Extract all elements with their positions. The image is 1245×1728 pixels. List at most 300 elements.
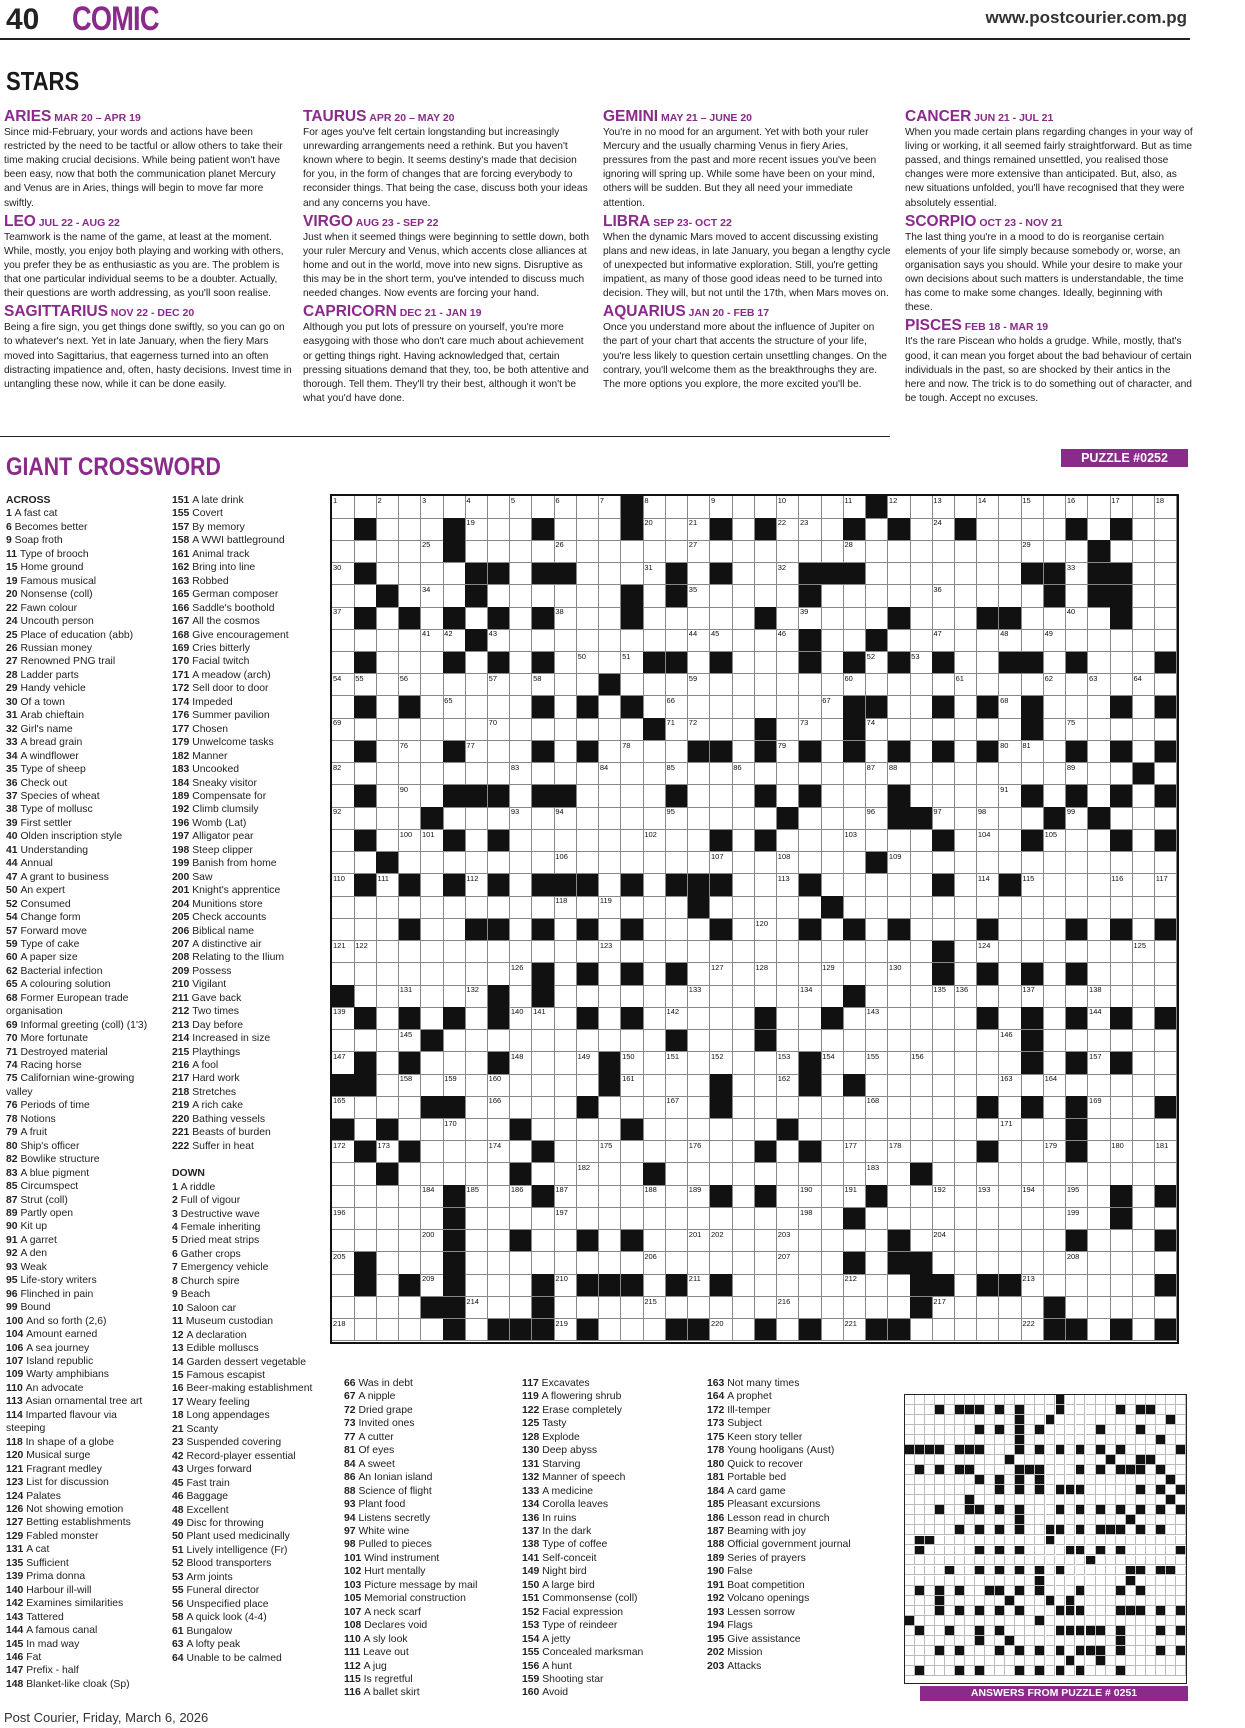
grid-cell[interactable] — [710, 496, 733, 519]
grid-cell[interactable] — [910, 1096, 933, 1119]
grid-cell[interactable] — [1133, 852, 1156, 875]
grid-cell[interactable] — [1110, 674, 1133, 697]
grid-cell[interactable] — [821, 540, 844, 563]
grid-cell[interactable] — [821, 830, 844, 853]
grid-cell[interactable] — [799, 674, 822, 697]
grid-cell[interactable] — [510, 874, 533, 897]
grid-cell[interactable] — [866, 919, 889, 942]
grid-cell[interactable] — [577, 1185, 600, 1208]
grid-cell[interactable] — [1044, 652, 1067, 675]
grid-cell[interactable] — [1044, 1119, 1067, 1142]
grid-cell[interactable] — [843, 1230, 866, 1253]
grid-cell[interactable] — [510, 696, 533, 719]
grid-cell[interactable] — [932, 674, 955, 697]
grid-cell[interactable] — [777, 852, 800, 875]
grid-cell[interactable] — [1110, 852, 1133, 875]
grid-cell[interactable] — [332, 607, 355, 630]
grid-cell[interactable] — [1155, 807, 1178, 830]
grid-cell[interactable] — [1044, 1252, 1067, 1275]
grid-cell[interactable] — [354, 985, 377, 1008]
grid-cell[interactable] — [710, 941, 733, 964]
grid-cell[interactable] — [1044, 518, 1067, 541]
grid-cell[interactable] — [510, 1052, 533, 1075]
grid-cell[interactable] — [710, 763, 733, 786]
grid-cell[interactable] — [354, 896, 377, 919]
grid-cell[interactable] — [354, 1319, 377, 1342]
grid-cell[interactable] — [866, 1074, 889, 1097]
grid-cell[interactable] — [510, 1096, 533, 1119]
grid-cell[interactable] — [332, 741, 355, 764]
grid-cell[interactable] — [554, 1208, 577, 1231]
grid-cell[interactable] — [666, 1185, 689, 1208]
grid-cell[interactable] — [1110, 807, 1133, 830]
grid-cell[interactable] — [955, 1185, 978, 1208]
grid-cell[interactable] — [888, 563, 911, 586]
grid-cell[interactable] — [354, 963, 377, 986]
grid-cell[interactable] — [1155, 896, 1178, 919]
grid-cell[interactable] — [799, 1208, 822, 1231]
grid-cell[interactable] — [332, 1185, 355, 1208]
grid-cell[interactable] — [421, 1319, 444, 1342]
grid-cell[interactable] — [1088, 1052, 1111, 1075]
grid-cell[interactable] — [777, 563, 800, 586]
grid-cell[interactable] — [688, 1252, 711, 1275]
grid-cell[interactable] — [866, 1163, 889, 1186]
grid-cell[interactable] — [1155, 1141, 1178, 1164]
grid-cell[interactable] — [910, 1074, 933, 1097]
grid-cell[interactable] — [1088, 1007, 1111, 1030]
grid-cell[interactable] — [755, 1096, 778, 1119]
grid-cell[interactable] — [554, 1163, 577, 1186]
grid-cell[interactable] — [399, 963, 422, 986]
grid-cell[interactable] — [399, 629, 422, 652]
grid-cell[interactable] — [843, 1119, 866, 1142]
grid-cell[interactable] — [732, 696, 755, 719]
grid-cell[interactable] — [1021, 1208, 1044, 1231]
grid-cell[interactable] — [932, 1319, 955, 1342]
grid-cell[interactable] — [421, 607, 444, 630]
grid-cell[interactable] — [1155, 1030, 1178, 1053]
grid-cell[interactable] — [532, 896, 555, 919]
grid-cell[interactable] — [643, 540, 666, 563]
grid-cell[interactable] — [955, 807, 978, 830]
grid-cell[interactable] — [888, 1274, 911, 1297]
grid-cell[interactable] — [866, 1096, 889, 1119]
grid-cell[interactable] — [510, 1208, 533, 1231]
grid-cell[interactable] — [932, 563, 955, 586]
grid-cell[interactable] — [910, 941, 933, 964]
grid-cell[interactable] — [843, 830, 866, 853]
grid-cell[interactable] — [332, 896, 355, 919]
grid-cell[interactable] — [621, 941, 644, 964]
grid-cell[interactable] — [755, 985, 778, 1008]
grid-cell[interactable] — [688, 1141, 711, 1164]
grid-cell[interactable] — [421, 985, 444, 1008]
grid-cell[interactable] — [599, 607, 622, 630]
grid-cell[interactable] — [955, 607, 978, 630]
grid-cell[interactable] — [843, 496, 866, 519]
grid-cell[interactable] — [577, 896, 600, 919]
grid-cell[interactable] — [510, 941, 533, 964]
grid-cell[interactable] — [510, 830, 533, 853]
grid-cell[interactable] — [1133, 941, 1156, 964]
grid-cell[interactable] — [577, 1119, 600, 1142]
grid-cell[interactable] — [599, 1185, 622, 1208]
grid-cell[interactable] — [532, 1230, 555, 1253]
grid-cell[interactable] — [510, 807, 533, 830]
grid-cell[interactable] — [955, 563, 978, 586]
grid-cell[interactable] — [866, 830, 889, 853]
grid-cell[interactable] — [755, 629, 778, 652]
grid-cell[interactable] — [465, 852, 488, 875]
grid-cell[interactable] — [643, 1319, 666, 1342]
grid-cell[interactable] — [1044, 1208, 1067, 1231]
grid-cell[interactable] — [777, 1163, 800, 1186]
grid-cell[interactable] — [376, 919, 399, 942]
grid-cell[interactable] — [621, 1052, 644, 1075]
grid-cell[interactable] — [488, 585, 511, 608]
grid-cell[interactable] — [621, 1252, 644, 1275]
grid-cell[interactable] — [577, 1074, 600, 1097]
grid-cell[interactable] — [599, 919, 622, 942]
grid-cell[interactable] — [532, 540, 555, 563]
grid-cell[interactable] — [755, 963, 778, 986]
grid-cell[interactable] — [1044, 874, 1067, 897]
grid-cell[interactable] — [1110, 1096, 1133, 1119]
grid-cell[interactable] — [488, 540, 511, 563]
grid-cell[interactable] — [599, 1163, 622, 1186]
grid-cell[interactable] — [1066, 496, 1089, 519]
grid-cell[interactable] — [643, 1119, 666, 1142]
grid-cell[interactable] — [799, 807, 822, 830]
grid-cell[interactable] — [532, 941, 555, 964]
grid-cell[interactable] — [1088, 1096, 1111, 1119]
grid-cell[interactable] — [1021, 874, 1044, 897]
grid-cell[interactable] — [955, 1252, 978, 1275]
grid-cell[interactable] — [554, 540, 577, 563]
grid-cell[interactable] — [732, 496, 755, 519]
grid-cell[interactable] — [443, 1141, 466, 1164]
grid-cell[interactable] — [1133, 985, 1156, 1008]
grid-cell[interactable] — [443, 807, 466, 830]
grid-cell[interactable] — [532, 1208, 555, 1231]
grid-cell[interactable] — [732, 1096, 755, 1119]
grid-cell[interactable] — [977, 1252, 1000, 1275]
grid-cell[interactable] — [1021, 807, 1044, 830]
grid-cell[interactable] — [399, 1252, 422, 1275]
grid-cell[interactable] — [421, 1119, 444, 1142]
grid-cell[interactable] — [399, 540, 422, 563]
grid-cell[interactable] — [443, 563, 466, 586]
grid-cell[interactable] — [332, 718, 355, 741]
grid-cell[interactable] — [1133, 1208, 1156, 1231]
grid-cell[interactable] — [1044, 1274, 1067, 1297]
grid-cell[interactable] — [843, 540, 866, 563]
grid-cell[interactable] — [1088, 1074, 1111, 1097]
grid-cell[interactable] — [643, 696, 666, 719]
grid-cell[interactable] — [999, 1319, 1022, 1342]
grid-cell[interactable] — [599, 1208, 622, 1231]
grid-cell[interactable] — [399, 1297, 422, 1320]
grid-cell[interactable] — [421, 785, 444, 808]
grid-cell[interactable] — [821, 1185, 844, 1208]
grid-cell[interactable] — [843, 674, 866, 697]
grid-cell[interactable] — [732, 1252, 755, 1275]
grid-cell[interactable] — [554, 1052, 577, 1075]
grid-cell[interactable] — [999, 629, 1022, 652]
grid-cell[interactable] — [354, 496, 377, 519]
grid-cell[interactable] — [710, 1297, 733, 1320]
grid-cell[interactable] — [421, 629, 444, 652]
grid-cell[interactable] — [910, 763, 933, 786]
grid-cell[interactable] — [888, 1030, 911, 1053]
grid-cell[interactable] — [977, 1030, 1000, 1053]
grid-cell[interactable] — [1133, 830, 1156, 853]
grid-cell[interactable] — [621, 563, 644, 586]
grid-cell[interactable] — [443, 674, 466, 697]
grid-cell[interactable] — [621, 852, 644, 875]
grid-cell[interactable] — [732, 674, 755, 697]
grid-cell[interactable] — [843, 807, 866, 830]
grid-cell[interactable] — [376, 718, 399, 741]
grid-cell[interactable] — [376, 807, 399, 830]
grid-cell[interactable] — [354, 540, 377, 563]
grid-cell[interactable] — [843, 1030, 866, 1053]
grid-cell[interactable] — [577, 585, 600, 608]
grid-cell[interactable] — [999, 1007, 1022, 1030]
grid-cell[interactable] — [955, 540, 978, 563]
grid-cell[interactable] — [1044, 852, 1067, 875]
grid-cell[interactable] — [799, 985, 822, 1008]
grid-cell[interactable] — [510, 518, 533, 541]
grid-cell[interactable] — [1044, 741, 1067, 764]
grid-cell[interactable] — [465, 540, 488, 563]
grid-cell[interactable] — [755, 540, 778, 563]
grid-cell[interactable] — [1088, 785, 1111, 808]
grid-cell[interactable] — [399, 1230, 422, 1253]
grid-cell[interactable] — [621, 807, 644, 830]
grid-cell[interactable] — [443, 963, 466, 986]
grid-cell[interactable] — [399, 985, 422, 1008]
grid-cell[interactable] — [955, 1052, 978, 1075]
grid-cell[interactable] — [888, 1074, 911, 1097]
grid-cell[interactable] — [643, 1030, 666, 1053]
grid-cell[interactable] — [799, 830, 822, 853]
grid-cell[interactable] — [577, 852, 600, 875]
grid-cell[interactable] — [732, 963, 755, 986]
grid-cell[interactable] — [999, 1096, 1022, 1119]
grid-cell[interactable] — [1066, 1274, 1089, 1297]
grid-cell[interactable] — [554, 696, 577, 719]
grid-cell[interactable] — [799, 1119, 822, 1142]
grid-cell[interactable] — [710, 852, 733, 875]
grid-cell[interactable] — [488, 718, 511, 741]
grid-cell[interactable] — [1021, 763, 1044, 786]
grid-cell[interactable] — [1110, 1030, 1133, 1053]
grid-cell[interactable] — [643, 919, 666, 942]
grid-cell[interactable] — [821, 1230, 844, 1253]
grid-cell[interactable] — [888, 540, 911, 563]
grid-cell[interactable] — [1088, 518, 1111, 541]
grid-cell[interactable] — [577, 985, 600, 1008]
grid-cell[interactable] — [821, 874, 844, 897]
grid-cell[interactable] — [1155, 1252, 1178, 1275]
grid-cell[interactable] — [710, 963, 733, 986]
grid-cell[interactable] — [732, 1074, 755, 1097]
grid-cell[interactable] — [399, 1030, 422, 1053]
grid-cell[interactable] — [465, 696, 488, 719]
grid-cell[interactable] — [599, 1230, 622, 1253]
grid-cell[interactable] — [932, 1052, 955, 1075]
grid-cell[interactable] — [510, 919, 533, 942]
grid-cell[interactable] — [1044, 496, 1067, 519]
grid-cell[interactable] — [1066, 1185, 1089, 1208]
grid-cell[interactable] — [955, 763, 978, 786]
grid-cell[interactable] — [443, 941, 466, 964]
grid-cell[interactable] — [799, 1007, 822, 1030]
grid-cell[interactable] — [688, 1230, 711, 1253]
grid-cell[interactable] — [1133, 696, 1156, 719]
grid-cell[interactable] — [376, 696, 399, 719]
grid-cell[interactable] — [710, 807, 733, 830]
grid-cell[interactable] — [843, 1007, 866, 1030]
grid-cell[interactable] — [888, 1007, 911, 1030]
grid-cell[interactable] — [932, 1141, 955, 1164]
grid-cell[interactable] — [910, 718, 933, 741]
grid-cell[interactable] — [977, 674, 1000, 697]
grid-cell[interactable] — [955, 1007, 978, 1030]
grid-cell[interactable] — [688, 607, 711, 630]
grid-cell[interactable] — [843, 874, 866, 897]
grid-cell[interactable] — [755, 807, 778, 830]
grid-cell[interactable] — [932, 1252, 955, 1275]
grid-cell[interactable] — [732, 1208, 755, 1231]
grid-cell[interactable] — [955, 941, 978, 964]
grid-cell[interactable] — [977, 1163, 1000, 1186]
grid-cell[interactable] — [732, 1007, 755, 1030]
grid-cell[interactable] — [421, 1252, 444, 1275]
grid-cell[interactable] — [777, 518, 800, 541]
grid-cell[interactable] — [732, 741, 755, 764]
grid-cell[interactable] — [376, 540, 399, 563]
grid-cell[interactable] — [932, 1030, 955, 1053]
grid-cell[interactable] — [843, 1274, 866, 1297]
grid-cell[interactable] — [376, 1319, 399, 1342]
grid-cell[interactable] — [1110, 1141, 1133, 1164]
grid-cell[interactable] — [688, 963, 711, 986]
grid-cell[interactable] — [688, 919, 711, 942]
grid-cell[interactable] — [1133, 1252, 1156, 1275]
grid-cell[interactable] — [955, 830, 978, 853]
grid-cell[interactable] — [888, 1052, 911, 1075]
grid-cell[interactable] — [999, 763, 1022, 786]
grid-cell[interactable] — [710, 1230, 733, 1253]
grid-cell[interactable] — [1088, 1297, 1111, 1320]
grid-cell[interactable] — [599, 718, 622, 741]
grid-cell[interactable] — [866, 985, 889, 1008]
grid-cell[interactable] — [1088, 607, 1111, 630]
grid-cell[interactable] — [821, 1030, 844, 1053]
grid-cell[interactable] — [999, 1030, 1022, 1053]
grid-cell[interactable] — [488, 807, 511, 830]
grid-cell[interactable] — [777, 1230, 800, 1253]
grid-cell[interactable] — [1155, 1119, 1178, 1142]
grid-cell[interactable] — [977, 518, 1000, 541]
grid-cell[interactable] — [532, 718, 555, 741]
grid-cell[interactable] — [1021, 1252, 1044, 1275]
grid-cell[interactable] — [977, 496, 1000, 519]
grid-cell[interactable] — [554, 496, 577, 519]
grid-cell[interactable] — [688, 1074, 711, 1097]
grid-cell[interactable] — [421, 674, 444, 697]
grid-cell[interactable] — [332, 1208, 355, 1231]
grid-cell[interactable] — [688, 1030, 711, 1053]
grid-cell[interactable] — [666, 674, 689, 697]
grid-cell[interactable] — [1021, 919, 1044, 942]
grid-cell[interactable] — [1066, 1252, 1089, 1275]
grid-cell[interactable] — [1133, 607, 1156, 630]
grid-cell[interactable] — [443, 1119, 466, 1142]
grid-cell[interactable] — [755, 941, 778, 964]
grid-cell[interactable] — [1044, 1030, 1067, 1053]
grid-cell[interactable] — [376, 830, 399, 853]
grid-cell[interactable] — [932, 585, 955, 608]
grid-cell[interactable] — [510, 741, 533, 764]
grid-cell[interactable] — [577, 1141, 600, 1164]
grid-cell[interactable] — [1133, 1141, 1156, 1164]
grid-cell[interactable] — [399, 518, 422, 541]
grid-cell[interactable] — [821, 1274, 844, 1297]
grid-cell[interactable] — [799, 763, 822, 786]
grid-cell[interactable] — [866, 1274, 889, 1297]
grid-cell[interactable] — [999, 1185, 1022, 1208]
grid-cell[interactable] — [999, 585, 1022, 608]
grid-cell[interactable] — [999, 540, 1022, 563]
grid-cell[interactable] — [888, 1163, 911, 1186]
grid-cell[interactable] — [332, 1163, 355, 1186]
grid-cell[interactable] — [732, 941, 755, 964]
grid-cell[interactable] — [999, 1297, 1022, 1320]
grid-cell[interactable] — [376, 874, 399, 897]
grid-cell[interactable] — [554, 852, 577, 875]
grid-cell[interactable] — [755, 1052, 778, 1075]
grid-cell[interactable] — [777, 540, 800, 563]
grid-cell[interactable] — [621, 540, 644, 563]
grid-cell[interactable] — [866, 1030, 889, 1053]
grid-cell[interactable] — [421, 585, 444, 608]
grid-cell[interactable] — [932, 1185, 955, 1208]
grid-cell[interactable] — [332, 563, 355, 586]
grid-cell[interactable] — [465, 1252, 488, 1275]
grid-cell[interactable] — [955, 674, 978, 697]
grid-cell[interactable] — [688, 1096, 711, 1119]
grid-cell[interactable] — [554, 1074, 577, 1097]
grid-cell[interactable] — [821, 941, 844, 964]
grid-cell[interactable] — [554, 518, 577, 541]
grid-cell[interactable] — [399, 941, 422, 964]
grid-cell[interactable] — [866, 896, 889, 919]
grid-cell[interactable] — [1021, 496, 1044, 519]
grid-cell[interactable] — [843, 1163, 866, 1186]
grid-cell[interactable] — [621, 830, 644, 853]
grid-cell[interactable] — [621, 785, 644, 808]
grid-cell[interactable] — [777, 1074, 800, 1097]
grid-cell[interactable] — [1066, 763, 1089, 786]
grid-cell[interactable] — [732, 1141, 755, 1164]
grid-cell[interactable] — [554, 1096, 577, 1119]
grid-cell[interactable] — [888, 1119, 911, 1142]
grid-cell[interactable] — [599, 696, 622, 719]
